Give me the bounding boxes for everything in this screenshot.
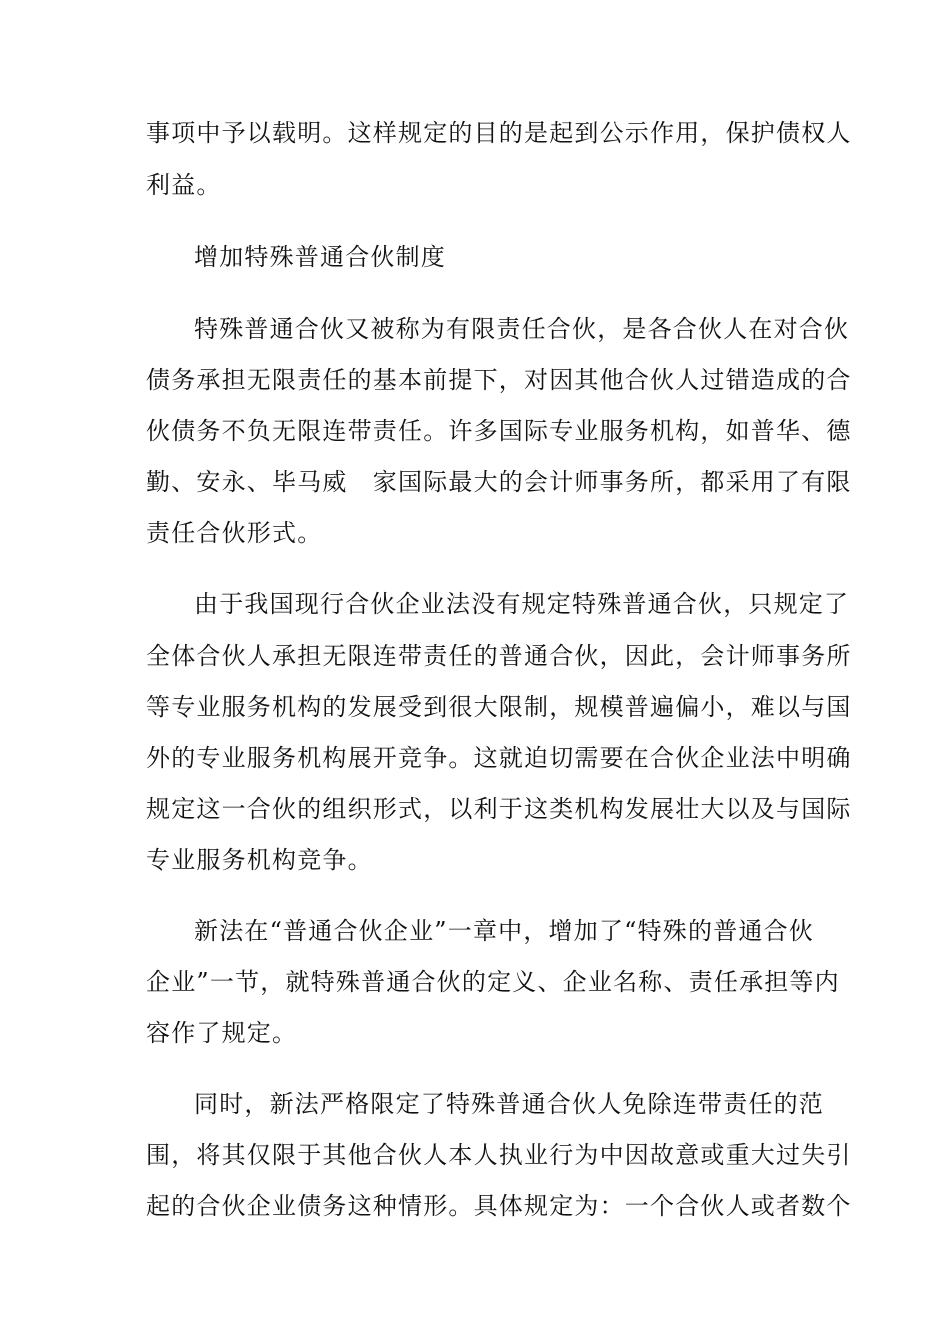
paragraph-line: 事项中予以载明。这样规定的目的是起到公示作用，保护债权人 [146, 119, 852, 147]
paragraph-line: 同时，新法严格限定了特殊普通合伙人免除连带责任的范 [194, 1090, 824, 1118]
paragraph-line: 责任合伙形式。 [146, 519, 323, 547]
paragraph-line: 企业”一节，就特殊普通合伙的定义、企业名称、责任承担等内 [146, 968, 840, 996]
paragraph-line: 容作了规定。 [146, 1019, 298, 1047]
paragraph-line: 围，将其仅限于其他合伙人本人执业行为中因故意或重大过失引 [146, 1141, 852, 1169]
paragraph-line: 由于我国现行合伙企业法没有规定特殊普通合伙，只规定了 [194, 590, 850, 618]
paragraph-line: 勤、安永、毕马威 家国际最大的会计师事务所，都采用了有限 [146, 468, 852, 496]
paragraph-line: 特殊普通合伙又被称为有限责任合伙，是各合伙人在对合伙 [194, 315, 850, 343]
paragraph-line: 专业服务机构竞争。 [146, 846, 373, 874]
paragraph-line: 债务承担无限责任的基本前提下，对因其他合伙人过错造成的合 [146, 366, 852, 394]
paragraph-line: 外的专业服务机构展开竞争。这就迫切需要在合伙企业法中明确 [146, 744, 852, 772]
paragraph-line: 起的合伙企业债务这种情形。具体规定为：一个合伙人或者数个 [146, 1192, 852, 1220]
section-heading: 增加特殊普通合伙制度 [194, 243, 446, 271]
paragraph-line: 规定这一合伙的组织形式，以利于这类机构发展壮大以及与国际 [146, 795, 852, 823]
paragraph-line: 利益。 [146, 171, 222, 199]
paragraph-line: 等专业服务机构的发展受到很大限制，规模普遍偏小，难以与国 [146, 693, 852, 721]
paragraph-line: 伙债务不负无限连带责任。许多国际专业服务机构，如普华、德 [146, 417, 852, 445]
paragraph-line: 新法在“普通合伙企业”一章中，增加了“特殊的普通合伙 [194, 917, 815, 945]
paragraph-line: 全体合伙人承担无限连带责任的普通合伙，因此，会计师事务所 [146, 642, 852, 670]
